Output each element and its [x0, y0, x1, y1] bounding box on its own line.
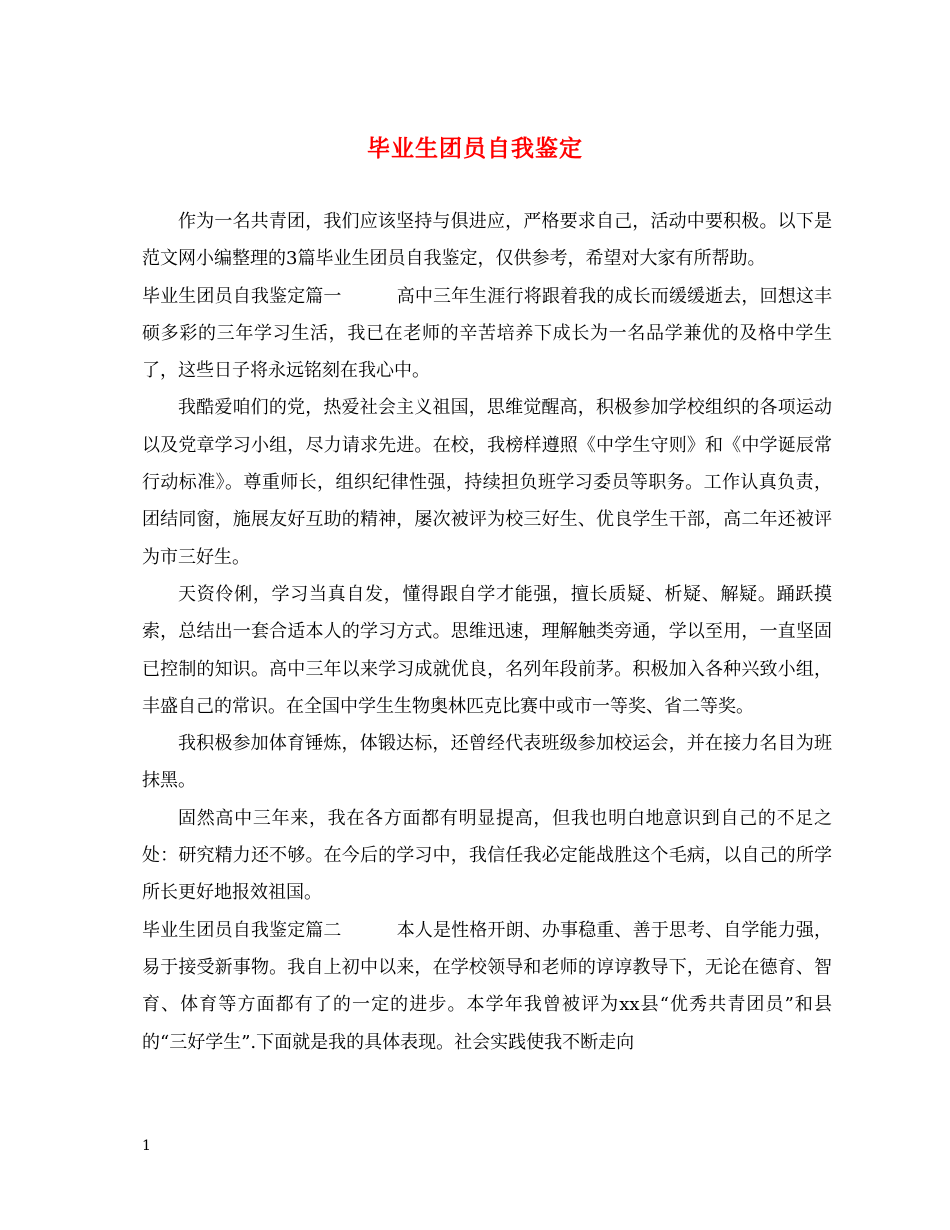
document-body: [142, 203, 832, 1061]
intro-paragraph: 作为一名共青团，我们应该坚持与俱进应，严格要求自己，活动中要积极。以下是范文网小编整理的3篇毕业生团员自我鉴定，仅供参考，希望对大家有所帮助。: [142, 211, 832, 270]
body-paragraph-3: 我积极参加体育锤炼，体锻达标，还曾经代表班级参加校运会，并在接力名目为班抹黑。: [142, 733, 832, 792]
section-one-text: 高中三年生涯行将跟着我的成长而缓缓逝去，回想这丰硕多彩的三年学习生活，我已在老师的辛苦培养下成长为一名品学兼优的及格中学生了，这些日子将永远铭刻在我心中。: [142, 285, 833, 382]
section-one-heading: 毕业生团员自我鉴定篇一: [142, 285, 342, 307]
document-title: 毕业生团员自我鉴定: [367, 135, 583, 162]
section-one-paragraph: [142, 278, 832, 390]
section-two-heading: 毕业生团员自我鉴定篇二: [142, 919, 342, 941]
section-two-paragraph: [142, 912, 832, 1061]
body-paragraph-4: 固然高中三年来，我在各方面都有明显提高，但我也明白地意识到自己的不足之处：研究精力还不够。在今后的学习中，我信任我必定能战胜这个毛病，以自己的所学所长更好地报效祖国。: [142, 807, 832, 904]
body-paragraph-1: 我酷爱咱们的党，热爱社会主义祖国，思维觉醒高，积极参加学校组织的各项运动以及党章学习小组，尽力请求先进。在校，我榜样遵照《中学生守则》和《中学诞辰常行动标准》。尊重师长，组织纪律性强，持续担负班学习委员等职务。工作认真负责，团结同窗，施展友好互助的精神，屡次被评为校三好生、优良学生干部，高二年还被评为市三好生。: [142, 397, 832, 568]
body-paragraph-2: 天资伶俐，学习当真自发，懂得跟自学才能强，擅长质疑、析疑、解疑。踊跃摸索，总结出一套合适本人的学习方式。思维迅速，理解触类旁通，学以至用，一直坚固已控制的知识。高中三年以来学习成就优良，名列年段前茅。积极加入各种兴致小组，丰盛自己的常识。在全国中学生生物奥林匹克比赛中或市一等奖、省二等奖。: [142, 583, 832, 717]
page-number: 1: [142, 1138, 151, 1154]
section-two-text: 本人是性格开朗、办事稳重、善于思考、自学能力强，易于接受新事物。我自上初中以来，在学校领导和老师的谆谆教导下，无论在德育、智育、体育等方面都有了的一定的进步。本学年我曾被评为xx县“优秀共青团员”和县的“三好学生”.下面就是我的具体表现。社会实践使我不断走向: [142, 919, 833, 1053]
